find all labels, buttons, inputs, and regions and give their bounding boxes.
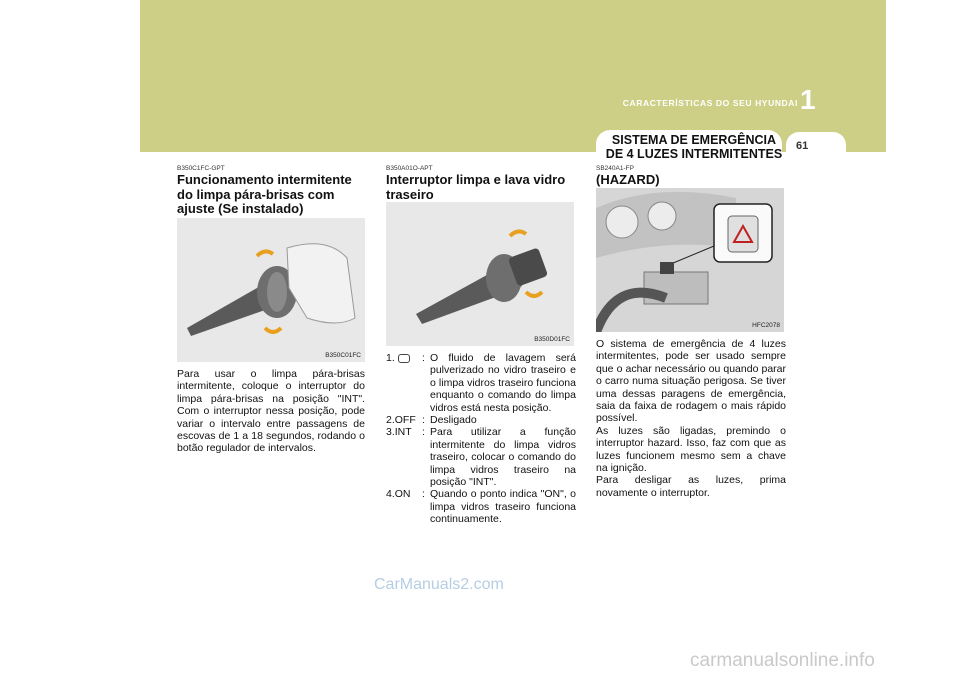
page-number: 61	[796, 140, 809, 152]
page-number-tab	[786, 132, 846, 158]
chapter-number: 1	[800, 84, 816, 115]
col2-image-code: B350D01FC	[534, 336, 570, 343]
col3-heading: (HAZARD)	[596, 172, 660, 187]
section-title: SISTEMA DE EMERGÊNCIA DE 4 LUZES INTERMITENTES	[605, 133, 783, 161]
col1-image-code: B350C01FC	[325, 352, 361, 359]
col3-image-code: HFC2078	[752, 322, 780, 329]
col2-heading: Interruptor limpa e lava vidro traseiro	[386, 172, 566, 202]
col1-heading: Funcionamento intermitente do limpa pára-brisas com ajuste (Se instalado)	[177, 172, 352, 216]
footer-watermark: carmanualsonline.info	[690, 650, 875, 671]
chapter-label: CARACTERÍSTICAS DO SEU HYUNDAI	[622, 98, 798, 108]
washer-spray-icon	[398, 354, 410, 363]
wiper-switch-photo	[177, 218, 365, 362]
list-item: 3.INT : Para utilizar a função intermitente do limpa vidros traseiro, colocar o comando do limpa vidros traseiro na posição "INT".	[386, 426, 576, 489]
col1-body: Para usar o limpa pára-brisas intermitente, coloque o interruptor do limpa pára-brisas na posição "INT". Com o interruptor nessa posição, pode variar o intervalo entre passagens de escovas de 1 a 18 segundos, rodando o botão regulador de intervalos.	[177, 368, 365, 455]
col2-code: B350A01O-APT	[386, 165, 433, 172]
col3-body: O sistema de emergência de 4 luzes intermitentes, pode ser usado sempre que o achar necessário ou quando parar o carro numa situação perigosa. Se tiver uma dessas paragens de emergência, saia da faixa de rodagem o mais rápido possível. As luzes são ligadas, premindo o interruptor hazard. Isso, faz com que as luzes funcionem mesmo sem a chave na ignição. Para desligar as luzes, prima novamente o interruptor.	[596, 338, 786, 499]
list-item: 4.ON : Quando o ponto indica "ON", o limpa vidros traseiro funciona continuamente.	[386, 488, 576, 526]
hazard-switch-photo	[596, 188, 784, 332]
rear-wiper-positions-list	[386, 352, 576, 526]
watermark: CarManuals2.com	[374, 576, 504, 593]
col1-code: B350C1FC-GPT	[177, 165, 225, 172]
list-item: 2.OFF : Desligado	[386, 414, 477, 427]
list-item: 1. : O fluido de lavagem será pulverizado no vidro traseiro e o limpa vidros traseiro funciona enquanto o comando do limpa vidros está nesta posição.	[386, 352, 576, 414]
rear-wiper-switch-photo	[386, 202, 574, 346]
header-band	[0, 0, 960, 152]
col3-code: SB240A1-FP	[596, 165, 634, 172]
